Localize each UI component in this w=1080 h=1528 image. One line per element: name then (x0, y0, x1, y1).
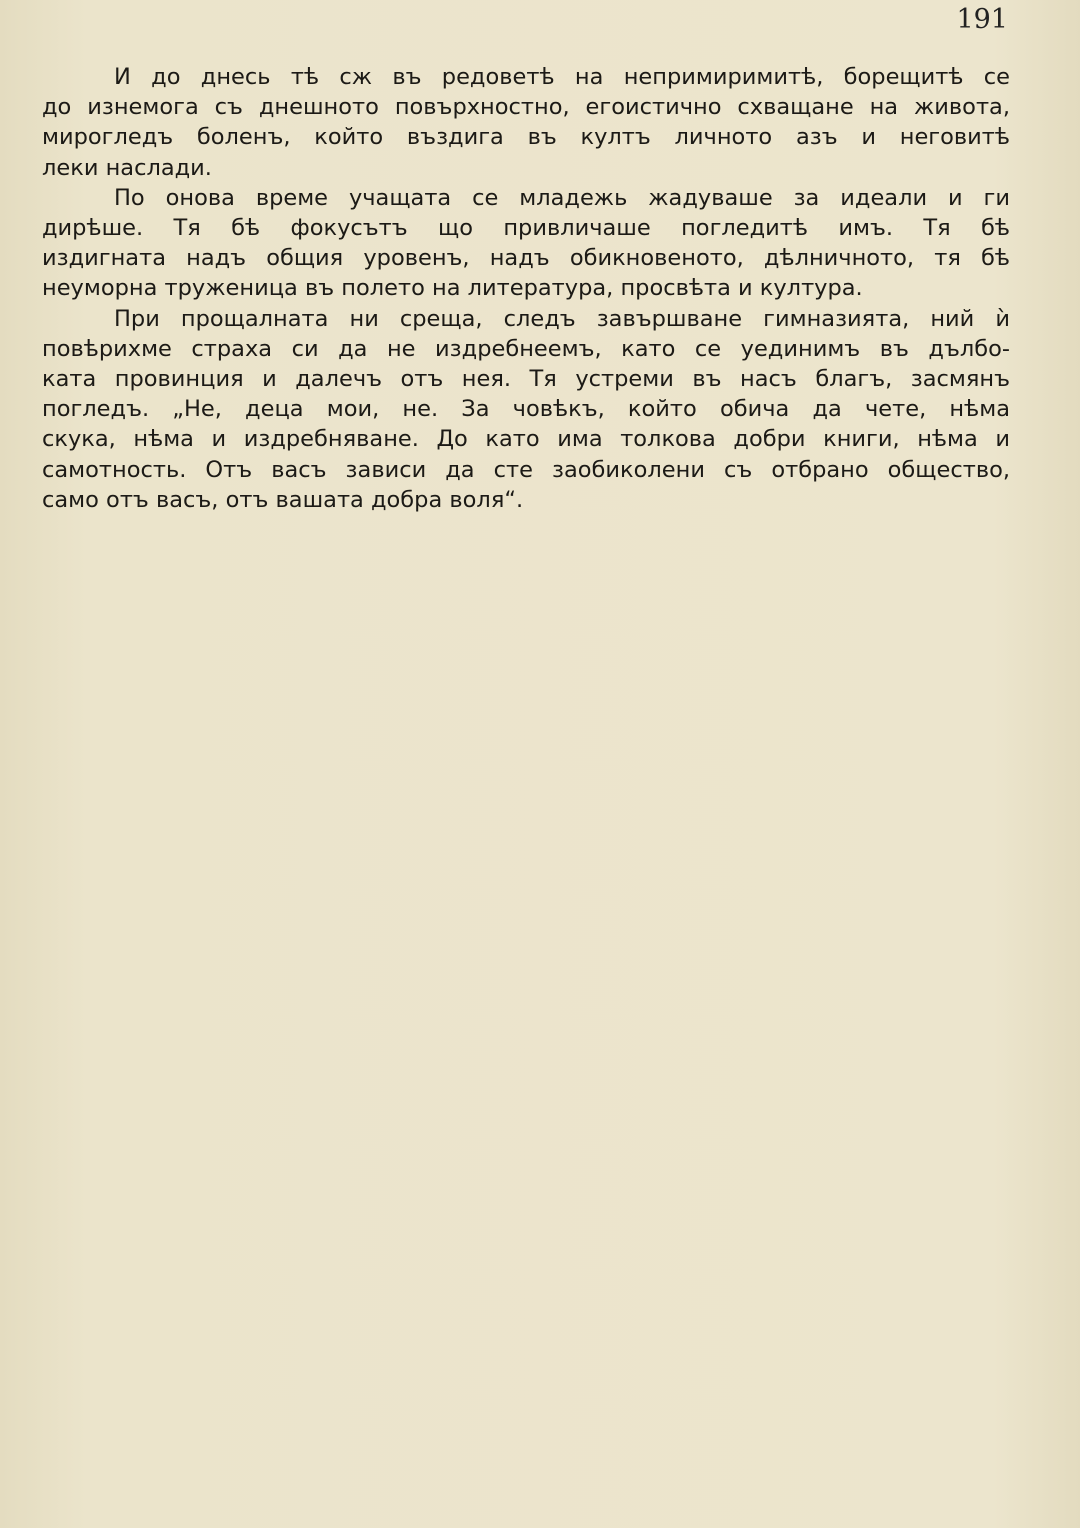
text-line: скука, нѣма и издребняване. До като има толкова добри книги, нѣма и (42, 426, 1010, 453)
paragraph-1 (42, 62, 1010, 183)
text-line: При прощалната ни среща, следъ завършване гимназията, ний ѝ (114, 305, 1010, 332)
page-number: 191 (956, 4, 1008, 35)
paragraph-3 (42, 304, 1010, 515)
body-text (42, 62, 1010, 515)
paragraph-2 (42, 183, 1010, 304)
text-line: неуморна труженица въ полето на литература, просвѣта и култура. (42, 275, 863, 302)
text-line: И до днесь тѣ сж въ редоветѣ на непримиримитѣ, борещитѣ се (114, 64, 1010, 90)
text-line: погледъ. „Не, деца мои, не. За човѣкъ, който обича да чете, нѣма (42, 396, 1010, 423)
text-line: самотность. Отъ васъ зависи да сте заобиколени съ отбрано общество, (42, 456, 1010, 483)
text-line: само отъ васъ, отъ вашата добра воля“. (42, 486, 524, 513)
text-line: до изнемога съ днешното повърхностно, егоистично схващане на живота, (42, 94, 1010, 121)
text-line: По онова време учащата се младежь жадуваше за идеали и ги (114, 184, 1010, 211)
text-line: повѣрихме страха си да не издребнеемъ, като се уединимъ въ дълбо- (42, 335, 1010, 362)
text-line: леки наслади. (42, 154, 212, 181)
text-line: дирѣше. Тя бѣ фокусътъ що привличаше погледитѣ имъ. Тя бѣ (42, 215, 1010, 242)
reverse-side-bleed-through (44, 500, 1004, 964)
text-line: издигната надъ общия уровенъ, надъ обикновеното, дѣлничното, тя бѣ (42, 245, 1010, 272)
text-line: мирогледъ боленъ, който въздига въ култъ личното азъ и неговитѣ (42, 124, 1010, 151)
text-line: ката провинция и далечъ отъ нея. Тя устреми въ насъ благъ, засмянъ (42, 366, 1010, 393)
